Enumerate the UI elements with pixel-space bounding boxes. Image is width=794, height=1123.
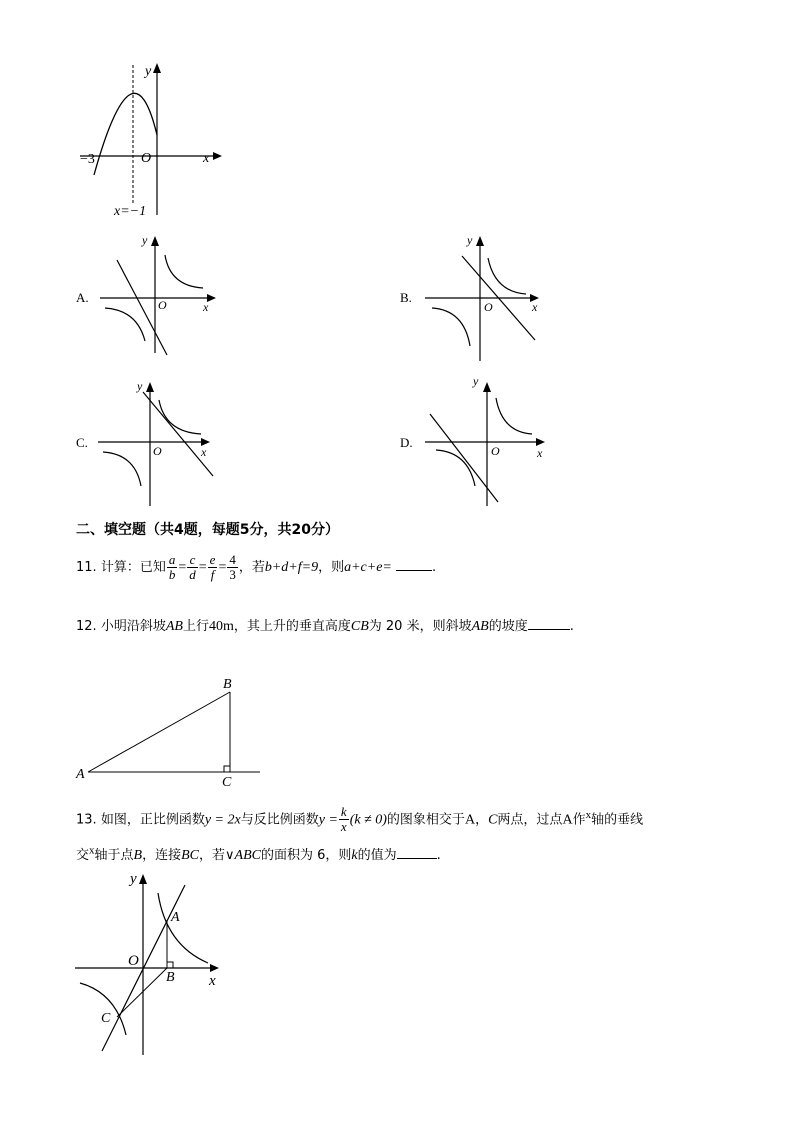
label-c: C — [222, 775, 232, 790]
label-a: A — [171, 910, 180, 925]
y-label: y — [142, 233, 148, 247]
y-label: y — [473, 374, 479, 388]
q12-answer-blank[interactable] — [528, 629, 570, 630]
hyperbola-q1 — [165, 255, 203, 288]
hyperbola-q1 — [159, 400, 201, 434]
q11-mid: ，若 — [238, 560, 265, 575]
parabola-graph — [70, 55, 230, 225]
q13-frac-kx: $\frac{k}{x}$ — [340, 804, 347, 835]
y-label: y — [145, 64, 152, 79]
label-b: B — [166, 970, 175, 985]
q11-answer-blank[interactable] — [396, 570, 432, 571]
q11-condition: b+d+f=9 — [264, 560, 319, 575]
x-label: x — [532, 300, 538, 314]
segment-bc — [117, 968, 167, 1017]
right-angle-mark — [224, 766, 230, 772]
option-d-label: D. — [400, 435, 413, 450]
option-b-label: B. — [400, 290, 412, 305]
slope-triangle-figure — [70, 670, 270, 790]
q11-frac-cd: $\frac{c}{d}$ — [189, 552, 196, 582]
x-axis-arrow — [210, 964, 219, 972]
option-c-label: C. — [76, 435, 88, 450]
y-label: y — [137, 379, 143, 393]
q13-figure — [70, 865, 240, 1060]
x-label: x — [209, 973, 216, 989]
label-c: C — [101, 1011, 111, 1026]
q13-answer-blank[interactable] — [397, 858, 437, 859]
option-a-graph — [95, 228, 225, 358]
hyperbola-q1 — [496, 398, 532, 434]
line — [430, 414, 498, 502]
x-label: x — [203, 151, 210, 166]
x-label: x — [537, 446, 543, 460]
x-axis-arrow — [213, 152, 222, 160]
hyperbola-q3 — [432, 308, 470, 346]
hyperbola-q3 — [436, 450, 475, 486]
y-axis-arrow — [139, 874, 147, 884]
y-axis-arrow — [151, 236, 159, 246]
x-axis-arrow — [536, 438, 545, 446]
line — [143, 392, 213, 476]
x-label: x — [203, 300, 209, 314]
right-angle-mark — [167, 962, 173, 968]
y-axis-arrow — [146, 382, 154, 392]
slope-line-ab — [88, 692, 230, 772]
neg3-label: −3 — [80, 152, 95, 167]
q12-number: 12. — [76, 619, 97, 634]
question-13-line-2: 交$^x$轴于点B，连接BC，若∨ABC的面积为 6，则k的值为 . — [76, 844, 441, 863]
origin-label: O — [158, 298, 167, 312]
option-d-graph — [420, 374, 550, 509]
q11-expression: a+c+e= — [344, 560, 392, 575]
axis-eq-label: x=−1 — [114, 204, 147, 219]
section-title: 二、填空题（共4题，每题5分，共20分） — [76, 522, 339, 538]
q11-prefix: 计算：已知 — [100, 560, 166, 575]
origin-label: O — [153, 444, 162, 458]
q11-frac-ab: $\frac{a}{b}$ — [168, 552, 176, 582]
origin-label: O — [484, 300, 493, 314]
origin-label: O — [141, 151, 152, 166]
q11-frac-ef: $\frac{e}{f}$ — [209, 552, 216, 582]
x-axis-arrow — [207, 294, 216, 302]
hyperbola-q3 — [105, 308, 145, 341]
question-11: 11. 计算：已知 $\frac{a}{b}$ = $\frac{c}{d}$ = $\frac{e}{f}$ = $\frac{4}{3}$ ，若b+d+f=9，则a+c+e= . — [76, 552, 437, 582]
hyperbola-q3 — [103, 452, 141, 486]
option-b-graph — [420, 228, 550, 363]
origin-label: O — [491, 444, 500, 458]
question-12: 12. 小明沿斜坡AB上行40m，其上升的垂直高度CB为 20 米，则斜坡AB的坡度 . — [76, 619, 574, 634]
label-a: A — [76, 767, 85, 782]
question-13-line-1: 13. 如图，正比例函数y = 2x与反比例函数y = $\frac{k}{x}$ (k ≠ 0)的图象相交于A，C两点，过点A作$^x$轴的垂线 — [76, 804, 644, 835]
y-label: y — [130, 871, 137, 887]
option-c-graph — [95, 374, 225, 509]
hyperbola-q1 — [488, 258, 526, 294]
q11-number: 11. — [76, 560, 97, 575]
option-a-label: A. — [76, 290, 89, 305]
x-label: x — [201, 445, 207, 459]
y-axis-arrow — [483, 382, 491, 392]
y-axis-arrow — [476, 236, 484, 246]
label-b: B — [223, 677, 232, 692]
origin-label: O — [128, 953, 139, 969]
q11-frac-43: $\frac{4}{3}$ — [229, 552, 236, 582]
hyperbola-q1 — [158, 893, 208, 963]
q11-then: ，则 — [318, 560, 345, 575]
hyperbola-q3 — [80, 983, 126, 1035]
y-label: y — [467, 233, 473, 247]
y-axis-arrow — [153, 63, 161, 73]
